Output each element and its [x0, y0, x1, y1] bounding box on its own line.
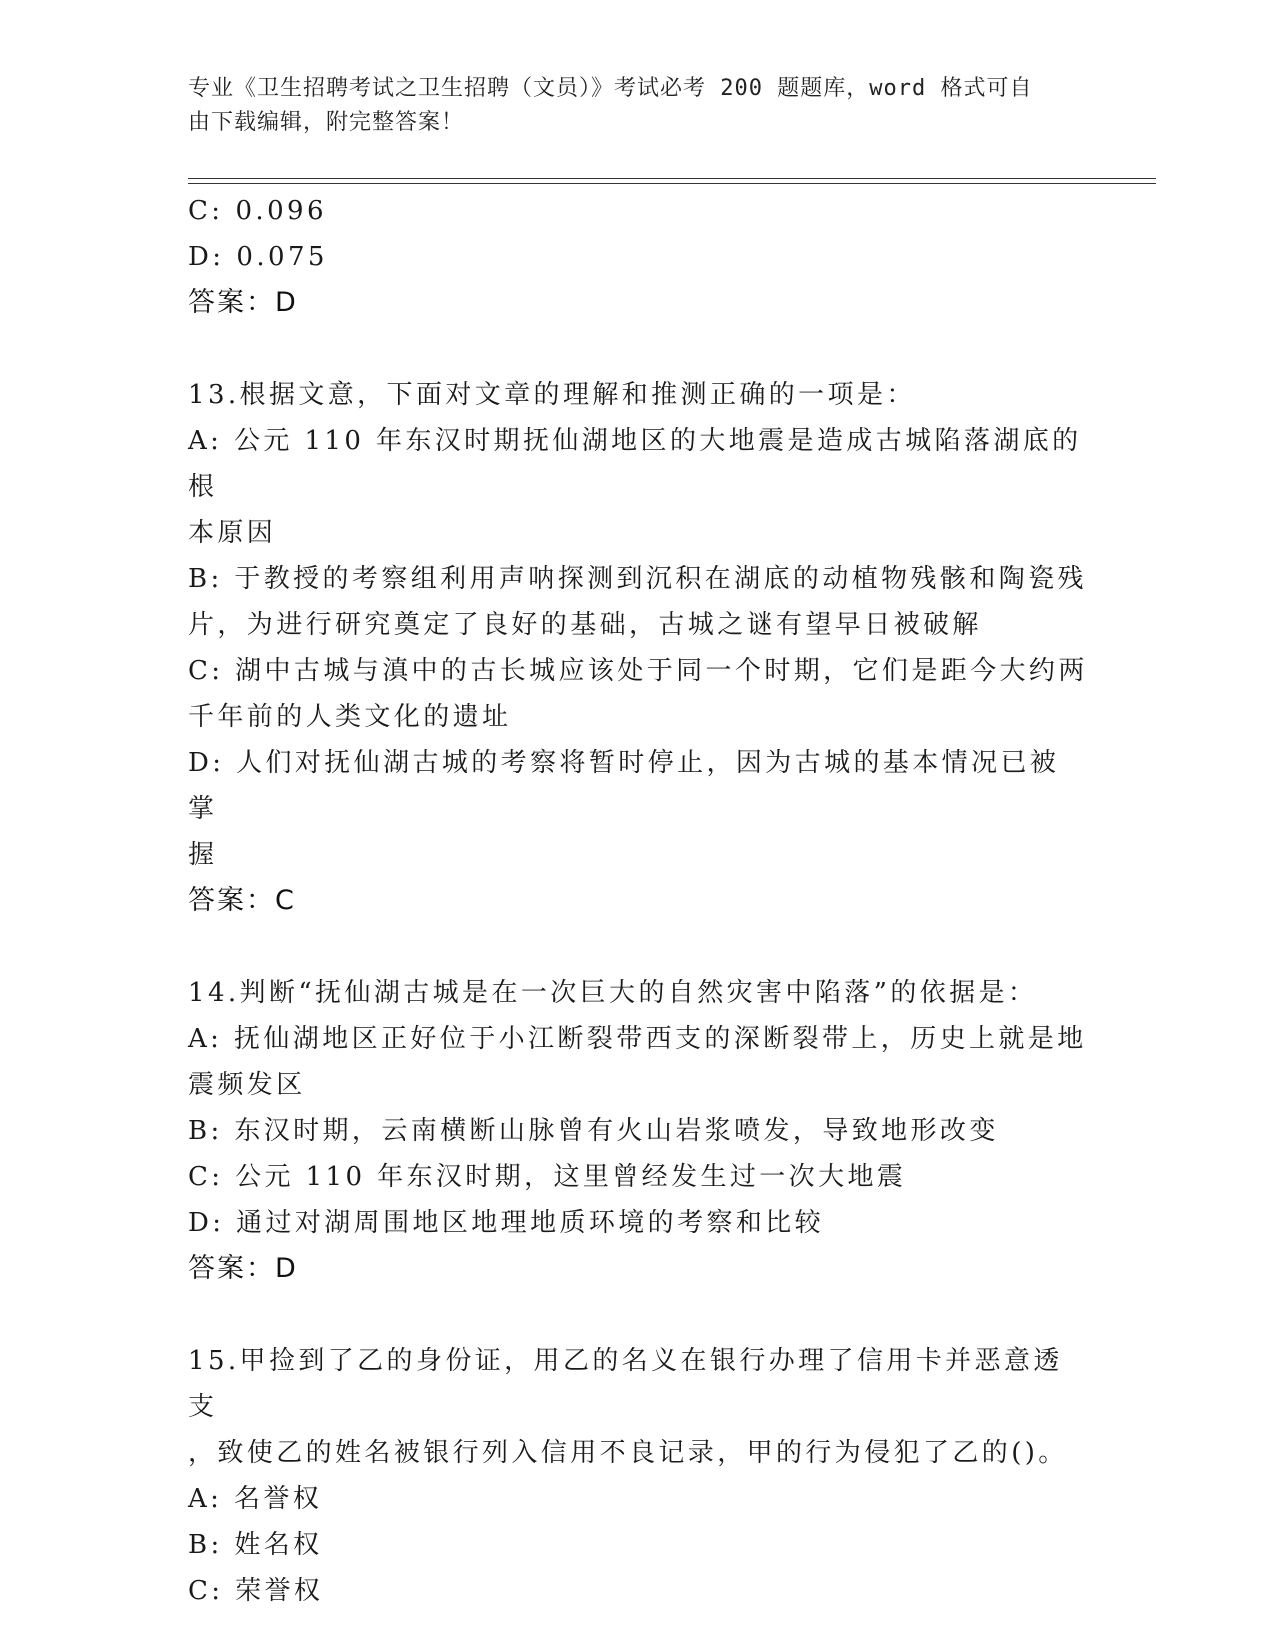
option-d-line-1: D: 人们对抚仙湖古城的考察将暂时停止，因为古城的基本情况已被掌 [188, 748, 1060, 824]
option-c: C: 荣誉权 [188, 1576, 324, 1606]
spacer [188, 326, 1088, 372]
option-d-line-2: 握 [188, 840, 218, 870]
question-13 [188, 372, 1088, 924]
option-c: C: 公元 110 年东汉时期，这里曾经发生过一次大地震 [188, 1162, 907, 1192]
option-b-line-2: 片，为进行研究奠定了良好的基础，古城之谜有望早日被破解 [188, 610, 982, 640]
question-stem-line-1: 15.甲捡到了乙的身份证，用乙的名义在银行办理了信用卡并恶意透支 [188, 1346, 1063, 1422]
question-content [188, 188, 1088, 1614]
spacer [188, 924, 1088, 970]
question-stem: 13.根据文意，下面对文章的理解和推测正确的一项是： [188, 380, 916, 410]
spacer [188, 1292, 1088, 1338]
option-c-line-2: 千年前的人类文化的遗址 [188, 702, 512, 732]
option-b-line-1: B: 于教授的考察组利用声呐探测到沉积在湖底的动植物残骸和陶瓷残 [188, 564, 1087, 594]
question-stem: 14.判断“抚仙湖古城是在一次巨大的自然灾害中陷落”的依据是： [188, 978, 1038, 1008]
question-14 [188, 970, 1088, 1292]
option-c-line-1: C: 湖中古城与滇中的古长城应该处于同一个时期，它们是距今大约两 [188, 656, 1088, 686]
option-a-line-1: A: 公元 110 年东汉时期抚仙湖地区的大地震是造成古城陷落湖底的根 [188, 426, 1082, 502]
header-title-line-1: 专业《卫生招聘考试之卫生招聘（文员）》考试必考 200 题题库，word 格式可自 [188, 76, 1033, 101]
option-a-line-2: 本原因 [188, 518, 277, 548]
prev-question-block [188, 188, 1088, 326]
question-stem-line-2: ，致使乙的姓名被银行列入信用不良记录，甲的行为侵犯了乙的()。 [188, 1438, 1068, 1468]
option-a-line-2: 震频发区 [188, 1070, 306, 1100]
option-b: B: 姓名权 [188, 1530, 323, 1560]
header-title-line-2: 由下载编辑，附完整答案！ [188, 110, 465, 135]
option-a-line-1: A: 抚仙湖地区正好位于小江断裂带西支的深断裂带上，历史上就是地 [188, 1024, 1087, 1054]
option-b: B: 东汉时期，云南横断山脉曾有火山岩浆喷发，导致地形改变 [188, 1116, 999, 1146]
answer-line: 答案：C [188, 885, 296, 916]
option-c: C: 0.096 [188, 196, 327, 226]
option-a: A: 名誉权 [188, 1484, 323, 1514]
option-d: D: 0.075 [188, 242, 328, 272]
question-15 [188, 1338, 1088, 1614]
answer-line: 答案：D [188, 1253, 298, 1284]
answer-line: 答案：D [188, 287, 298, 318]
page-header [188, 72, 1068, 140]
header-divider-bottom [188, 183, 1156, 184]
header-divider-top [188, 178, 1156, 179]
option-d: D: 通过对湖周围地区地理地质环境的考察和比较 [188, 1208, 825, 1238]
